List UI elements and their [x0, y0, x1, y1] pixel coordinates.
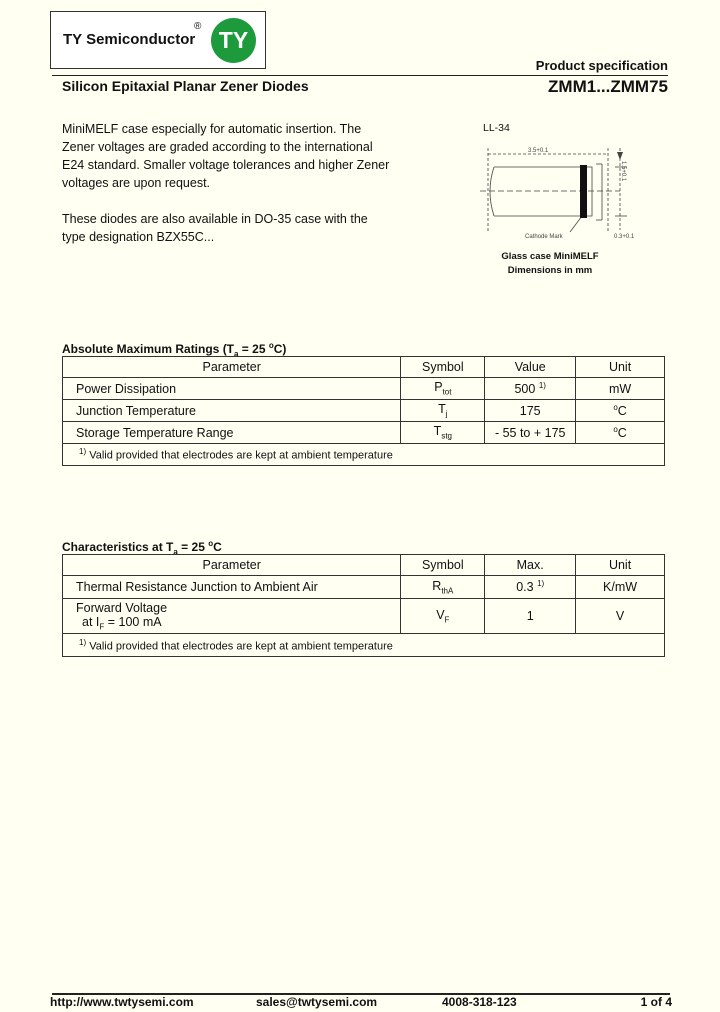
header-unit: Unit	[576, 555, 665, 576]
table-row	[63, 400, 665, 422]
footnote: $^{1)}$ Valid provided that electrodes are kept at ambient temperature	[63, 444, 665, 466]
row-unit: $^o$C	[576, 422, 665, 444]
package-outline-drawing	[470, 140, 640, 248]
row-value: 0.3 $^{1)}$	[485, 576, 576, 599]
table-note-row	[63, 634, 665, 657]
row-value: - 55 to + 175	[485, 422, 576, 444]
description-paragraph-2: These diodes are also available in DO-35 case with the type designation BZX55C...	[62, 212, 368, 244]
row-symbol: $P_{tot}$	[401, 378, 485, 400]
footnote: $^{1)}$ Valid provided that electrodes are kept at ambient temperature	[63, 634, 665, 657]
abs-max-title: Absolute Maximum Ratings ($T_a = 25$ $^o$C)	[62, 341, 287, 359]
header-divider	[52, 75, 668, 76]
row-parameter: Storage Temperature Range	[63, 422, 401, 444]
row-symbol: $T_j$	[401, 400, 485, 422]
diagram-caption-line-1: Glass case MiniMELF	[501, 251, 599, 262]
document-title: Silicon Epitaxial Planar Zener Diodes	[62, 78, 309, 94]
footer-phone: 4008-318-123	[442, 995, 517, 1009]
row-value: 500 $^{1)}$	[485, 378, 576, 400]
table-header-row	[63, 555, 665, 576]
description-paragraph-1: MiniMELF case especially for automatic insertion. The Zener voltages are graded according to the international E24 standard. Smaller voltage tolerances and higher Zener voltages are upon request.	[62, 122, 390, 190]
header-parameter: Parameter	[63, 357, 401, 378]
table-row	[63, 599, 665, 634]
spec-label: Product specification	[535, 58, 668, 73]
dim-length: 3.5+0.1	[528, 148, 549, 154]
header-max: Max.	[485, 555, 576, 576]
row-symbol: $R_{thA}$	[401, 576, 485, 599]
row-unit: K/mW	[576, 576, 665, 599]
row-unit: V	[576, 599, 665, 634]
row-unit: mW	[576, 378, 665, 400]
row-unit: $^o$C	[576, 400, 665, 422]
table-note-row	[63, 444, 665, 466]
row-parameter: Junction Temperature	[63, 400, 401, 422]
table-row	[63, 378, 665, 400]
diagram-caption	[470, 250, 630, 278]
header-value: Value	[485, 357, 576, 378]
row-value: 1	[485, 599, 576, 634]
header-parameter: Parameter	[63, 555, 401, 576]
part-number-range: ZMM1...ZMM75	[548, 77, 668, 96]
row-value: 175	[485, 400, 576, 422]
header-unit: Unit	[576, 357, 665, 378]
table-row	[63, 576, 665, 599]
header-symbol: Symbol	[401, 555, 485, 576]
characteristics-table	[62, 554, 665, 657]
header-symbol: Symbol	[401, 357, 485, 378]
footer-website-link[interactable]: http://www.twtysemi.com	[50, 995, 194, 1009]
row-symbol: $V_F$	[401, 599, 485, 634]
company-logo	[50, 11, 266, 69]
table-row	[63, 422, 665, 444]
footer-email-link[interactable]: sales@twtysemi.com	[256, 995, 378, 1009]
row-symbol: $T_{stg}$	[401, 422, 485, 444]
dim-cap: 0.3+0.1	[614, 234, 635, 240]
ty-logo-icon: TY	[211, 18, 256, 63]
diagram-caption-line-2: Dimensions in mm	[507, 265, 593, 276]
row-parameter: Power Dissipation	[63, 378, 401, 400]
characteristics-title: Characteristics at $T_a = 25$ $^o$C	[62, 539, 222, 557]
cathode-mark-label: Cathode Mark	[525, 234, 563, 240]
row-parameter: Forward Voltage at $I_F = 100$ mA	[63, 599, 401, 634]
cathode-band	[580, 165, 587, 218]
page-number: 1 of 4	[640, 995, 672, 1009]
abs-max-table	[62, 356, 665, 466]
registered-mark: ®	[194, 21, 202, 32]
company-name: TY Semiconductor	[63, 31, 196, 48]
table-header-row	[63, 357, 665, 378]
row-parameter: Thermal Resistance Junction to Ambient Air	[63, 576, 401, 599]
dim-diameter: 1.5+0.1	[620, 161, 626, 182]
package-label: LL-34	[483, 122, 510, 134]
